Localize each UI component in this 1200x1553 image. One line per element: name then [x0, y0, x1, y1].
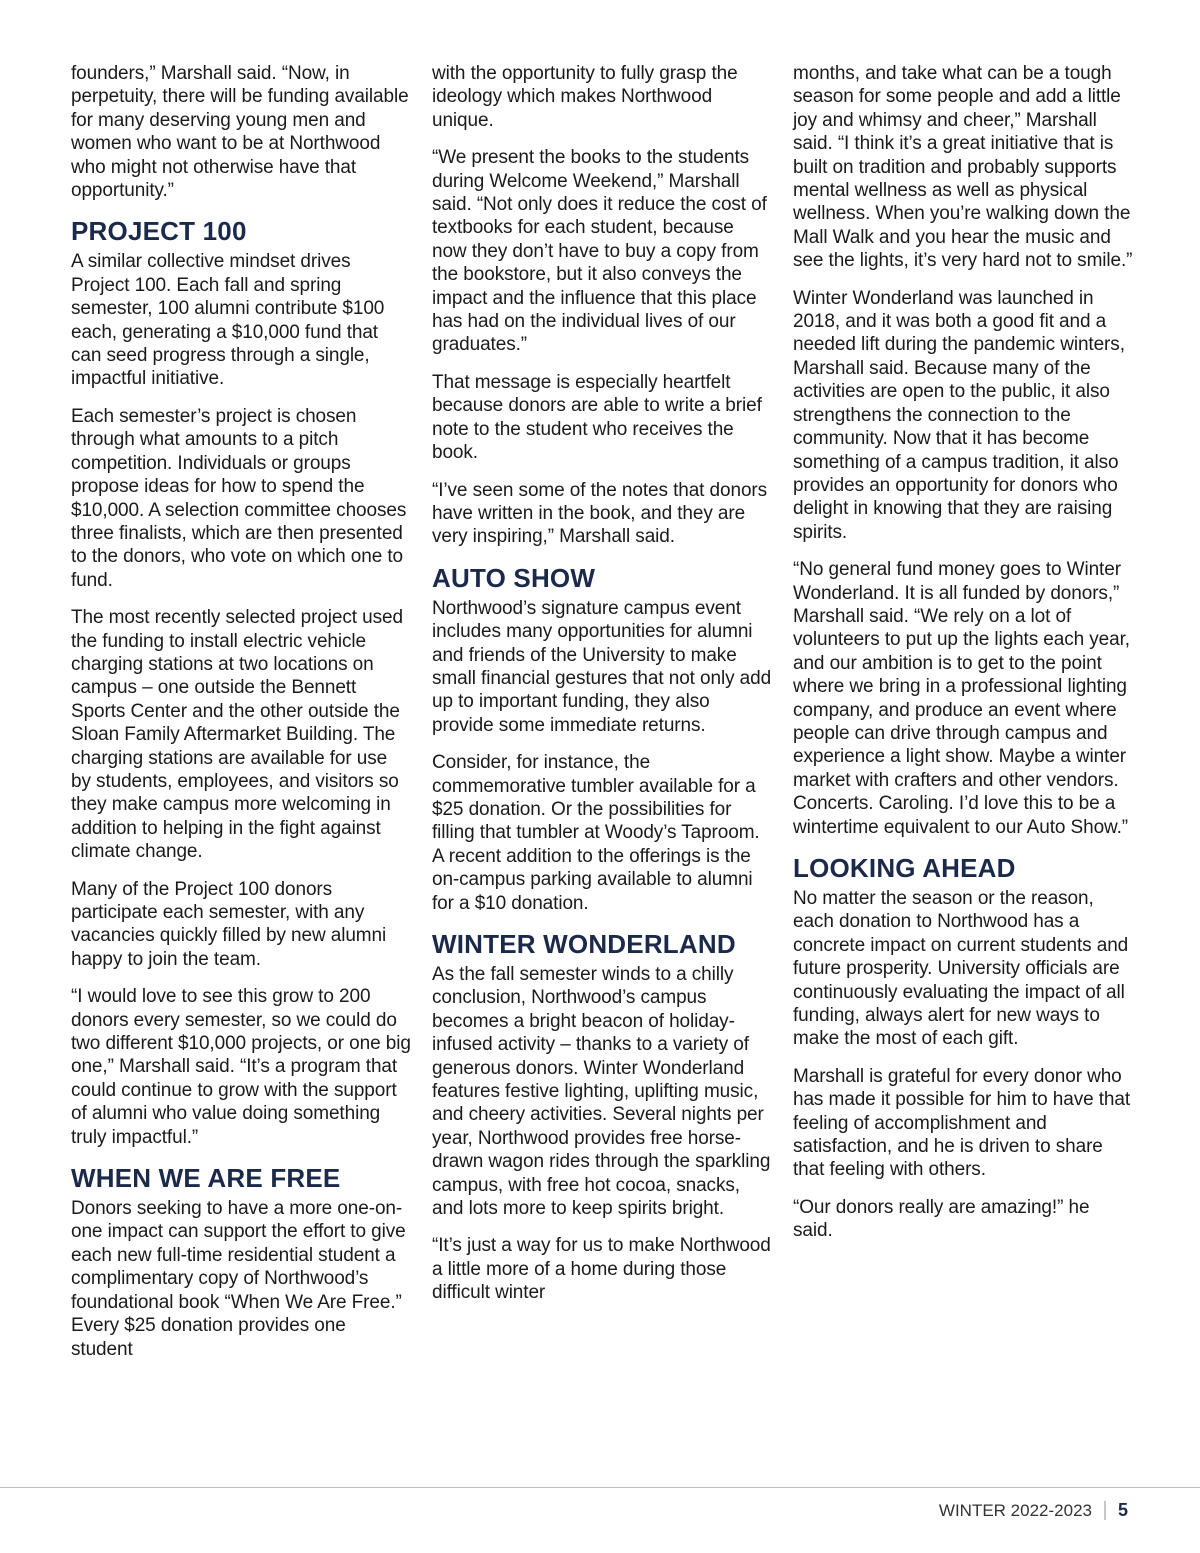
body-paragraph: “We present the books to the students during Welcome Weekend,” Marshall said. “Not only does it reduce the cost of textbooks for each student, because now they don’t have to buy a copy from the bookstore, but it also conveys the impact and the influence that this place has had on the individual lives of our graduates.”	[432, 147, 767, 356]
section-heading: PROJECT 100	[71, 216, 247, 247]
body-paragraph: “I would love to see this grow to 200 donors every semester, so we could do two different $10,000 projects, or one big one,” Marshall said. “It’s a program that could continue to grow with the support of alumni who value doing something truly impactful.”	[71, 986, 411, 1148]
body-paragraph: Each semester’s project is chosen through what amounts to a pitch competition. Individuals or groups propose ideas for how to spend the $10,000. A selection committee chooses three finalists, which are then presented to the donors, who vote on which one to fund.	[71, 405, 407, 591]
body-paragraph: Donors seeking to have a more one-on-one impact can support the effort to give each new full-time residential student a complimentary copy of Northwood’s foundational book “When We Are Free.” Every $25 donation provides one student	[71, 1198, 406, 1360]
section-heading: WHEN WE ARE FREE	[71, 1163, 341, 1194]
body-paragraph: Northwood’s signature campus event includes many opportunities for alumni and friends of the University to make small financial gestures that not only add up to important funding, they also provide some immediate returns.	[432, 597, 772, 736]
article-column-3	[793, 62, 1133, 1257]
body-paragraph: As the fall semester winds to a chilly conclusion, Northwood’s campus becomes a bright beacon of holiday-infused activity – thanks to a variety of generous donors. Winter Wonderland features festive lighting, uplifting music, and cheery activities. Several nights per year, Northwood provides free horse-drawn wagon rides through the sparkling campus, with free hot cocoa, snacks, and lots more to keep spirits bright.	[432, 964, 771, 1220]
body-paragraph: founders,” Marshall said. “Now, in perpetuity, there will be funding available for many deserving young men and women who want to be at Northwood who might not otherwise have that opportunity.”	[71, 63, 409, 202]
body-paragraph: A similar collective mindset drives Project 100. Each fall and spring semester, 100 alumni contribute $100 each, generating a $10,000 fund that can seed progress through a single, impactful initiative.	[71, 251, 385, 390]
article-column-1	[71, 62, 411, 1375]
body-paragraph: No matter the season or the reason, each donation to Northwood has a concrete impact on current students and future prosperity. University officials are continuously evaluating the impact of all funding, always alert for new ways to make the most of each gift.	[793, 888, 1129, 1050]
body-paragraph: “It’s just a way for us to make Northwood a little more of a home during those difficult winter	[432, 1235, 771, 1304]
body-paragraph: The most recently selected project used the funding to install electric vehicle charging stations at two locations on campus – one outside the Bennett Sports Center and the other outside the Sloan Family Aftermarket Building. The charging stations are available for use by students, employees, and visitors so they make campus more welcoming in addition to helping in the fight against climate change.	[71, 607, 403, 863]
footer-separator	[1104, 1501, 1106, 1520]
page-footer	[939, 1500, 1128, 1521]
page-number: 5	[1117, 1500, 1128, 1520]
body-paragraph: “Our donors really are amazing!” he said.	[793, 1196, 1090, 1242]
issue-label: WINTER 2022-2023	[938, 1500, 1092, 1520]
body-paragraph: months, and take what can be a tough season for some people and add a little joy and whimsy and cheer,” Marshall said. “I think it’s a great initiative that is built on tradition and probably supports mental wellness as well as physical wellness. When you’re walking down the Mall Walk and you hear the music and see the lights, it’s very hard not to smile.”	[793, 63, 1133, 272]
body-paragraph: with the opportunity to fully grasp the ideology which makes Northwood unique.	[432, 63, 738, 131]
section-heading: LOOKING AHEAD	[793, 853, 1016, 883]
body-paragraph: Marshall is grateful for every donor who has made it possible for him to have that feeling of accomplishment and satisfaction, and he is driven to share that feeling with others.	[793, 1065, 1131, 1181]
section-heading: AUTO SHOW	[432, 562, 596, 593]
footer-divider	[0, 1487, 1200, 1488]
body-paragraph: Many of the Project 100 donors participate each semester, with any vacancies quickly filled by new alumni happy to join the team.	[71, 878, 387, 970]
body-paragraph: “No general fund money goes to Winter Wonderland. It is all funded by donors,” Marshall said. “We rely on a lot of volunteers to put up the lights each year, and our ambition is to get to the point where we bring in a professional lighting company, and produce an event where people can drive through campus and experience a light show. Maybe a winter market with crafters and other vendors. Concerts. Caroling. I’d love this to be a wintertime equivalent to our Auto Show.”	[793, 559, 1130, 838]
body-paragraph: That message is especially heartfelt because donors are able to write a brief note to the student who receives the book.	[432, 371, 762, 464]
body-paragraph: Consider, for instance, the commemorative tumbler available for a $25 donation. Or the possibilities for filling that tumbler at Woody’s Taproom. A recent addition to the offerings is the on-campus parking available to alumni for a $10 donation.	[432, 752, 760, 914]
article-column-2	[432, 62, 772, 1319]
body-paragraph: Winter Wonderland was launched in 2018, and it was both a good fit and a needed lift during the pandemic winters, Marshall said. Because many of the activities are open to the public, it also strengthens the connection to the community. Now that it has become something of a campus tradition, it also provides an opportunity for donors who delight in knowing that they are raising spirits.	[793, 287, 1125, 543]
body-paragraph: “I’ve seen some of the notes that donors have written in the book, and they are very inspiring,” Marshall said.	[432, 479, 768, 548]
section-heading: WINTER WONDERLAND	[432, 929, 736, 959]
